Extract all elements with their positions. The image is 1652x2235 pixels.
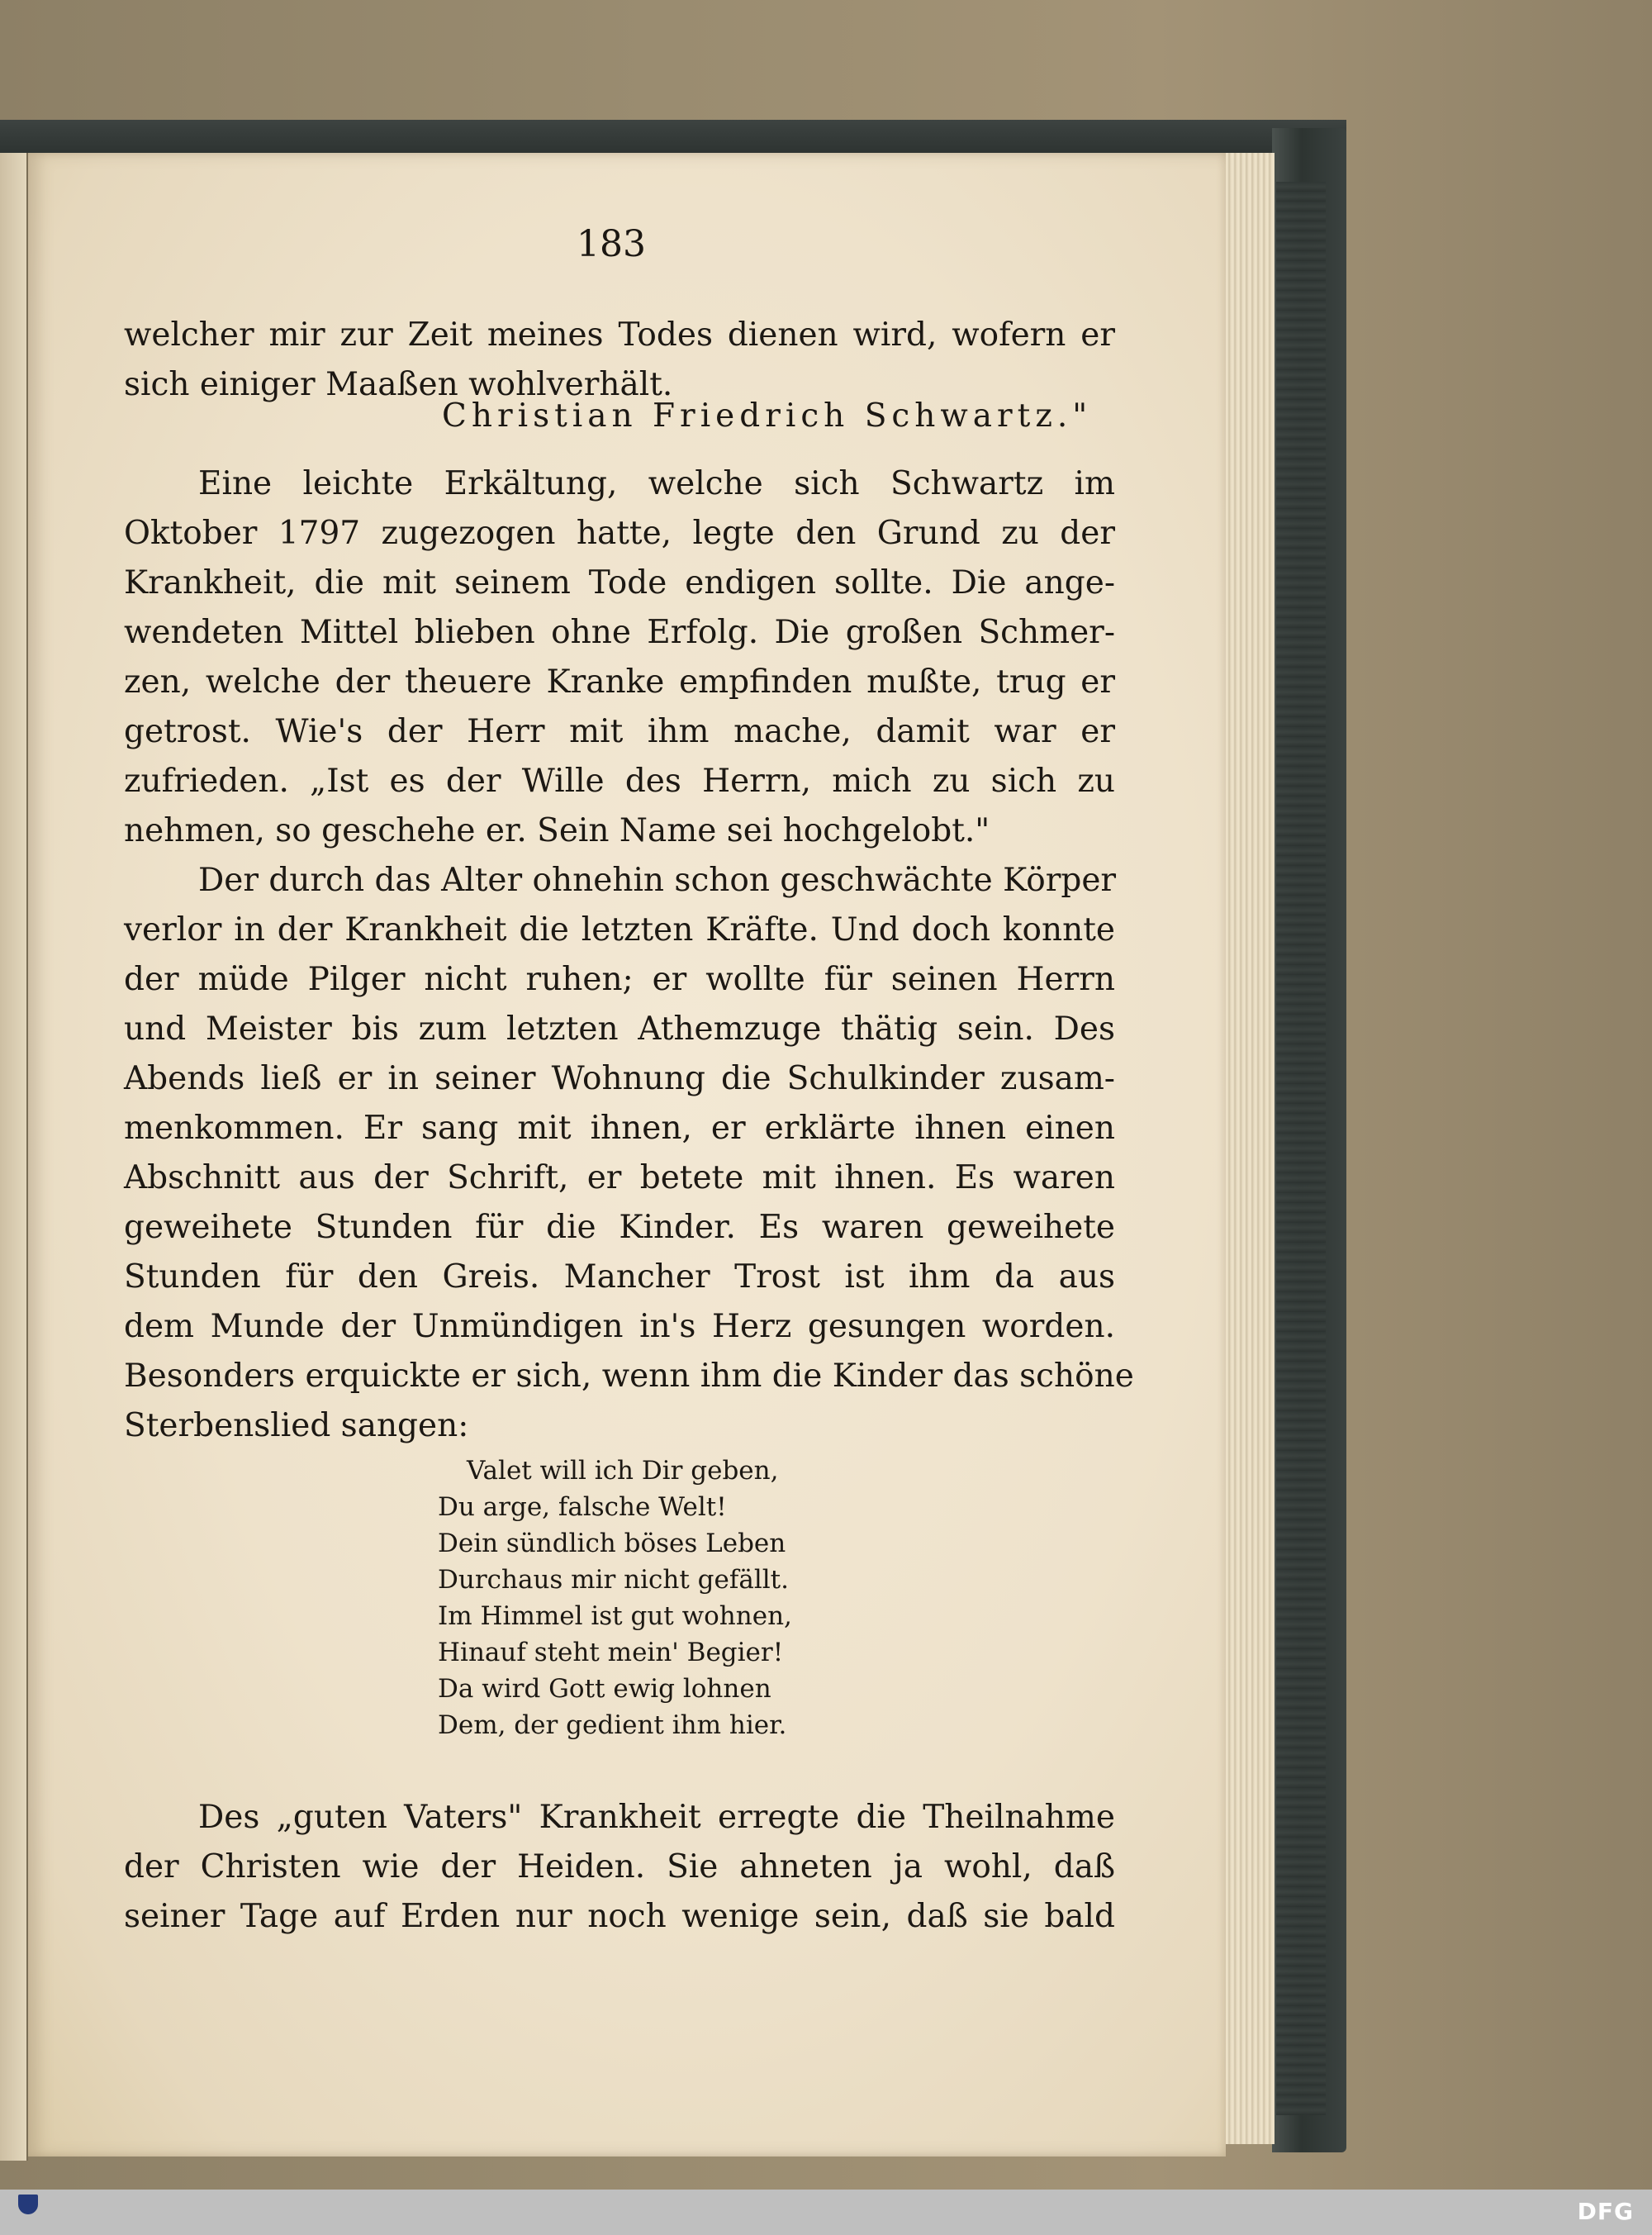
text-line: Des „guten Vaters" Krankheit erregte die Theilnahme [198, 1799, 1115, 1836]
text-line: Abschnitt aus der Schrift, er betete mit ihnen. Es waren [124, 1159, 1115, 1196]
text-line: Sterbenslied sangen: [124, 1407, 469, 1444]
page-number: 183 [577, 223, 646, 265]
text-line: Abends ließ er in seiner Wohnung die Schulkinder zusam- [124, 1060, 1115, 1097]
text-line: verlor in der Krankheit die letzten Kräfte. Und doch konnte [124, 911, 1115, 949]
poem-line: Dein sündlich böses Leben [438, 1529, 786, 1558]
text-line: Stunden für den Greis. Mancher Trost ist ihm da aus [124, 1258, 1115, 1296]
text-line: zen, welche der theuere Kranke empfinden mußte, trug er [124, 663, 1115, 701]
page-stack-edges [1224, 153, 1275, 2144]
text-line: und Meister bis zum letzten Athemzuge thätig sein. Des [124, 1011, 1115, 1048]
text-line: der müde Pilger nicht ruhen; er wollte für seinen Herrn [124, 961, 1115, 998]
poem-line: Dem, der gedient ihm hier. [438, 1710, 787, 1740]
poem-line: Du arge, falsche Welt! [438, 1492, 727, 1522]
poem-line: Durchaus mir nicht gefällt. [438, 1565, 789, 1595]
library-shield-icon [18, 2195, 38, 2214]
text-line: der Christen wie der Heiden. Sie ahneten ja wohl, daß [124, 1848, 1115, 1885]
text-line: Besonders erquickte er sich, wenn ihm die Kinder das schöne [124, 1358, 1134, 1395]
previous-page-edge [0, 153, 28, 2161]
text-line: zufrieden. „Ist es der Wille des Herrn, mich zu sich zu [124, 763, 1115, 800]
poem-line: Im Himmel ist gut wohnen, [438, 1601, 792, 1631]
text-line: seiner Tage auf Erden nur noch wenige sein, daß sie bald [124, 1898, 1115, 1935]
library-logo [13, 2195, 43, 2228]
text-line: Krankheit, die mit seinem Tode endigen sollte. Die ange- [124, 564, 1115, 602]
text-line: Eine leichte Erkältung, welche sich Schwartz im [198, 465, 1115, 502]
dfg-logo: DFG [1577, 2198, 1634, 2225]
book-cover-top-edge [0, 120, 1346, 156]
poem-line: Da wird Gott ewig lohnen [438, 1674, 771, 1704]
text-line: menkommen. Er sang mit ihnen, er erklärte ihnen einen [124, 1110, 1115, 1147]
text-line: sich einiger Maaßen wohlverhält. [124, 366, 673, 403]
text-line: getrost. Wie's der Herr mit ihm mache, damit war er [124, 713, 1115, 750]
poem-line: Valet will ich Dir geben, [467, 1456, 779, 1486]
text-line: nehmen, so geschehe er. Sein Name sei hochgelobt." [124, 812, 990, 849]
text-line: Der durch das Alter ohnehin schon geschwächte Körper [198, 862, 1117, 899]
text-line: geweihete Stunden für die Kinder. Es waren geweihete [124, 1209, 1115, 1246]
poem-line: Hinauf steht mein' Begier! [438, 1638, 784, 1667]
text-line: wendeten Mittel blieben ohne Erfolg. Die großen Schmer- [124, 614, 1115, 651]
text-line: dem Munde der Unmündigen in's Herz gesungen worden. [124, 1308, 1115, 1345]
viewer-footer-bar [0, 2190, 1652, 2235]
text-line: Oktober 1797 zugezogen hatte, legte den Grund zu der [124, 515, 1115, 552]
book-cover-texture [1276, 182, 1326, 2115]
text-line: welcher mir zur Zeit meines Todes dienen wird, wofern er [124, 316, 1115, 354]
letter-signature: Christian Friedrich Schwartz." [442, 397, 1093, 435]
